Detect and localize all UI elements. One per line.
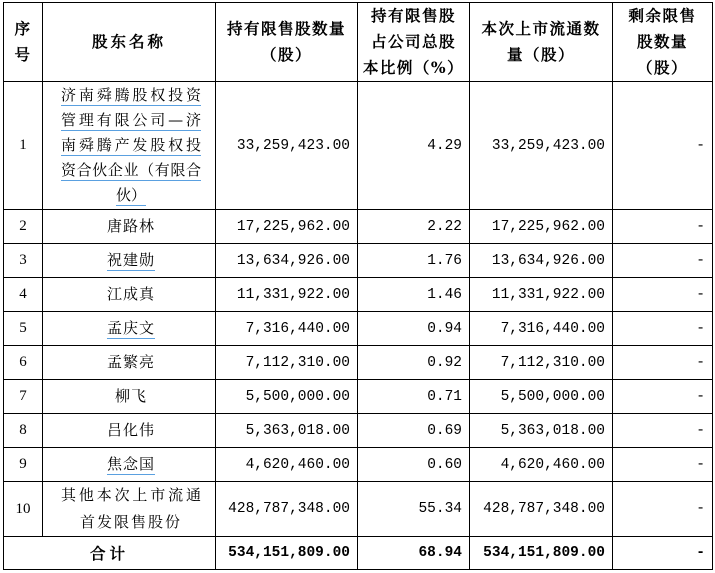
- cell-ratio: 55.34: [358, 482, 470, 537]
- name-line: 南舜腾产发股权投: [61, 136, 201, 154]
- name-line: 济南舜腾股权投资: [61, 86, 201, 104]
- header-line: 占公司总股: [370, 32, 456, 51]
- cell-shares-held: 33,259,423.00: [216, 82, 358, 210]
- cell-remaining: -: [613, 482, 713, 537]
- cell-ratio: 1.46: [358, 278, 470, 312]
- name-line: 吕化伟: [106, 421, 155, 439]
- cell-shareholder-name: [43, 278, 216, 312]
- cell-remaining: -: [613, 448, 713, 482]
- cell-shares-listed: 4,620,460.00: [470, 448, 613, 482]
- cell-shares-held: 5,500,000.00: [216, 380, 358, 414]
- cell-shareholder-name: [43, 346, 216, 380]
- cell-shareholder-name: [43, 380, 216, 414]
- name-line: 孟庆文: [106, 319, 155, 337]
- header-line: 持有限售股数量: [226, 19, 346, 38]
- header-row: [4, 3, 713, 82]
- table-row: [4, 210, 713, 244]
- cell-shares-held: 13,634,926.00: [216, 244, 358, 278]
- cell-remaining: -: [613, 312, 713, 346]
- cell-remaining: -: [613, 414, 713, 448]
- cell-shares-listed: 13,634,926.00: [470, 244, 613, 278]
- header-line: 序: [14, 19, 32, 38]
- cell-shareholder-name: [43, 312, 216, 346]
- header-line: 本比例（%）: [362, 58, 465, 77]
- cell-seq: 4: [4, 278, 43, 312]
- cell-seq: 8: [4, 414, 43, 448]
- cell-shareholder-name: [43, 244, 216, 278]
- cell-ratio: 0.92: [358, 346, 470, 380]
- table-row: [4, 312, 713, 346]
- header-shares-listed: [470, 3, 613, 82]
- cell-remaining: -: [613, 82, 713, 210]
- cell-shareholder-name: [43, 448, 216, 482]
- header-line: 号: [14, 45, 32, 64]
- cell-seq: 10: [4, 482, 43, 537]
- name-line: 首发限售股份: [79, 513, 182, 531]
- header-shareholder-name: [43, 3, 216, 82]
- cell-shareholder-name: [43, 210, 216, 244]
- cell-remaining: -: [613, 278, 713, 312]
- header-line: 本次上市流通数: [481, 19, 601, 38]
- cell-shares-listed: 5,363,018.00: [470, 414, 613, 448]
- cell-remaining: -: [613, 210, 713, 244]
- table-row: [4, 380, 713, 414]
- cell-shares-held: 428,787,348.00: [216, 482, 358, 537]
- name-line: 祝建勋: [106, 251, 155, 269]
- name-line: 柳飞: [114, 387, 147, 405]
- total-remaining: -: [613, 537, 713, 570]
- header-share-ratio: [358, 3, 470, 82]
- name-line: 孟繁亮: [106, 353, 155, 371]
- cell-seq: 2: [4, 210, 43, 244]
- header-restricted-shares-held: [216, 3, 358, 82]
- cell-shares-held: 7,112,310.00: [216, 346, 358, 380]
- cell-seq: 1: [4, 82, 43, 210]
- header-line: 量（股）: [506, 45, 575, 64]
- cell-shares-listed: 7,112,310.00: [470, 346, 613, 380]
- name-line: 唐路林: [106, 217, 155, 235]
- table-row: [4, 82, 713, 210]
- cell-shareholder-name: [43, 82, 216, 210]
- cell-ratio: 2.22: [358, 210, 470, 244]
- cell-seq: 5: [4, 312, 43, 346]
- table-row: [4, 244, 713, 278]
- name-line: 资合伙企业（有限合: [61, 161, 201, 179]
- cell-shares-listed: 5,500,000.00: [470, 380, 613, 414]
- cell-remaining: -: [613, 244, 713, 278]
- header-line: 股东名称: [91, 32, 166, 51]
- name-line: 江成真: [106, 285, 155, 303]
- cell-ratio: 4.29: [358, 82, 470, 210]
- cell-seq: 6: [4, 346, 43, 380]
- cell-ratio: 0.60: [358, 448, 470, 482]
- cell-shares-listed: 428,787,348.00: [470, 482, 613, 537]
- table-row: [4, 346, 713, 380]
- cell-shares-listed: 33,259,423.00: [470, 82, 613, 210]
- name-line: 其他本次上市流通: [61, 486, 201, 504]
- cell-seq: 7: [4, 380, 43, 414]
- name-line: 管理有限公司—济: [61, 111, 201, 129]
- total-shares-listed: 534,151,809.00: [470, 537, 613, 570]
- cell-shareholder-name: [43, 414, 216, 448]
- total-ratio: 68.94: [358, 537, 470, 570]
- header-line: 剩余限售: [628, 6, 697, 25]
- header-remaining-restricted-shares: [613, 3, 713, 82]
- header-line: （股）: [636, 58, 688, 77]
- header-line: （股）: [260, 45, 312, 64]
- name-line: 伙）: [115, 186, 146, 204]
- cell-shareholder-name: [43, 482, 216, 537]
- total-row: [4, 537, 713, 570]
- cell-remaining: -: [613, 346, 713, 380]
- cell-shares-held: 5,363,018.00: [216, 414, 358, 448]
- table-row: [4, 278, 713, 312]
- cell-seq: 3: [4, 244, 43, 278]
- cell-ratio: 0.69: [358, 414, 470, 448]
- cell-remaining: -: [613, 380, 713, 414]
- table-row: [4, 482, 713, 537]
- table-row: [4, 414, 713, 448]
- cell-shares-held: 11,331,922.00: [216, 278, 358, 312]
- restricted-shares-table: [3, 2, 713, 570]
- cell-ratio: 1.76: [358, 244, 470, 278]
- cell-shares-listed: 11,331,922.00: [470, 278, 613, 312]
- cell-seq: 9: [4, 448, 43, 482]
- cell-ratio: 0.71: [358, 380, 470, 414]
- cell-shares-held: 7,316,440.00: [216, 312, 358, 346]
- cell-ratio: 0.94: [358, 312, 470, 346]
- header-seq: [4, 3, 43, 82]
- total-shares-held: 534,151,809.00: [216, 537, 358, 570]
- cell-shares-listed: 17,225,962.00: [470, 210, 613, 244]
- name-line: 焦念国: [106, 455, 155, 473]
- cell-shares-listed: 7,316,440.00: [470, 312, 613, 346]
- cell-shares-held: 4,620,460.00: [216, 448, 358, 482]
- header-line: 股数量: [636, 32, 688, 51]
- table-row: [4, 448, 713, 482]
- cell-shares-held: 17,225,962.00: [216, 210, 358, 244]
- total-label: 合计: [4, 537, 216, 570]
- header-line: 持有限售股: [370, 6, 456, 25]
